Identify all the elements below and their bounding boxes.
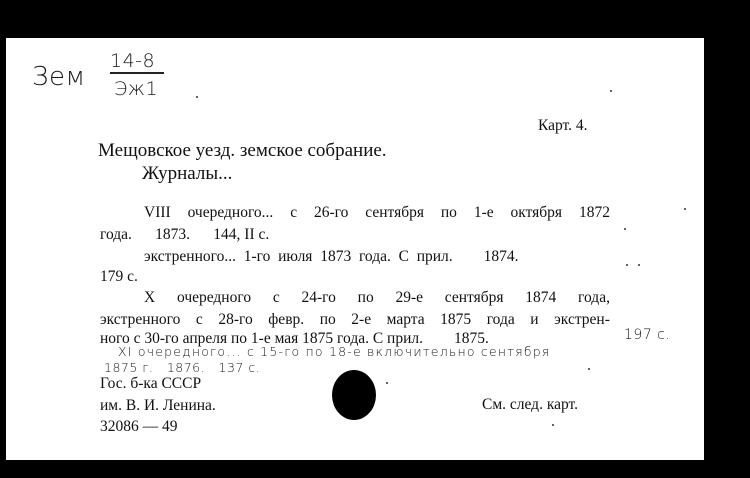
- word: и: [530, 311, 539, 328]
- title: Журналы...: [142, 163, 233, 184]
- word: X: [144, 289, 156, 306]
- punch-hole: [332, 370, 376, 420]
- word: с: [195, 311, 203, 328]
- scan-speck: [638, 264, 640, 266]
- scan-speck: [196, 96, 198, 98]
- entry-x-line1: [144, 290, 610, 306]
- word: 1872: [578, 204, 610, 221]
- word: сентября: [444, 289, 504, 306]
- word: 1875: [440, 311, 472, 328]
- fraction-line: [110, 72, 164, 74]
- scan-speck: [552, 424, 554, 426]
- word: 29-е: [395, 289, 424, 306]
- word: октября: [510, 204, 563, 221]
- handwritten-shelf-bottom: Эж1: [114, 78, 159, 100]
- word: 2-е: [351, 311, 372, 328]
- card-number: Карт. 4.: [538, 117, 588, 134]
- handwritten-code: Зем: [32, 62, 86, 92]
- word: очередного: [176, 289, 252, 306]
- word: 26-го: [313, 204, 349, 221]
- see-next-card: См. след. карт.: [482, 396, 579, 413]
- entry-extra-1873-line1: экстренного... 1-го июля 1873 года. С прил. 1874.: [144, 248, 519, 265]
- word: 28-го: [218, 311, 253, 328]
- word: экстренного: [100, 311, 181, 328]
- word: по: [319, 311, 336, 328]
- word: экстрен-: [554, 311, 610, 328]
- library-name: Гос. б-ка СССР: [100, 375, 202, 392]
- scan-speck: [684, 208, 686, 210]
- author-heading: Мещовское уезд. земское собрание.: [98, 140, 387, 161]
- handwritten-pages: 197 с.: [624, 327, 671, 343]
- word: 1-е: [473, 204, 494, 221]
- entry-viii-line1: [144, 205, 610, 221]
- scan-speck: [386, 382, 388, 384]
- word: по: [357, 289, 374, 306]
- scan-speck: [626, 264, 628, 266]
- handwritten-shelf-top: 14-8: [110, 50, 156, 72]
- handwritten-entry-xi-line1: XI очередного... с 15-го по 18-е включительно сентября: [118, 344, 551, 359]
- word: очередного...: [187, 204, 274, 221]
- scan-speck: [588, 368, 590, 370]
- word: марта: [386, 311, 425, 328]
- handwritten-entry-xi-line2: 1875 г. 1876. 137 с.: [104, 360, 261, 375]
- entry-extra-1873-line2: 179 с.: [100, 268, 138, 285]
- library-name-2: им. В. И. Ленина.: [100, 397, 216, 414]
- word: февр.: [268, 311, 305, 328]
- word: 24-го: [301, 289, 336, 306]
- entry-x-line2: [100, 312, 610, 328]
- word: сентября: [365, 204, 424, 221]
- entry-x-line3: ного с 30-го апреля по 1-е мая 1875 года. С прил. 1875.: [100, 330, 489, 347]
- catalog-card: [6, 38, 704, 460]
- word: с: [290, 204, 298, 221]
- word: 1874: [525, 289, 557, 306]
- word: года,: [578, 289, 610, 306]
- word: по: [440, 204, 457, 221]
- word: года: [486, 311, 515, 328]
- scan-speck: [610, 90, 612, 92]
- word: с: [272, 289, 280, 306]
- library-print-number: 32086 — 49: [100, 418, 178, 435]
- entry-viii-line2: года. 1873. 144, II с.: [100, 226, 270, 243]
- word: VIII: [144, 204, 171, 221]
- scan-speck: [624, 228, 626, 230]
